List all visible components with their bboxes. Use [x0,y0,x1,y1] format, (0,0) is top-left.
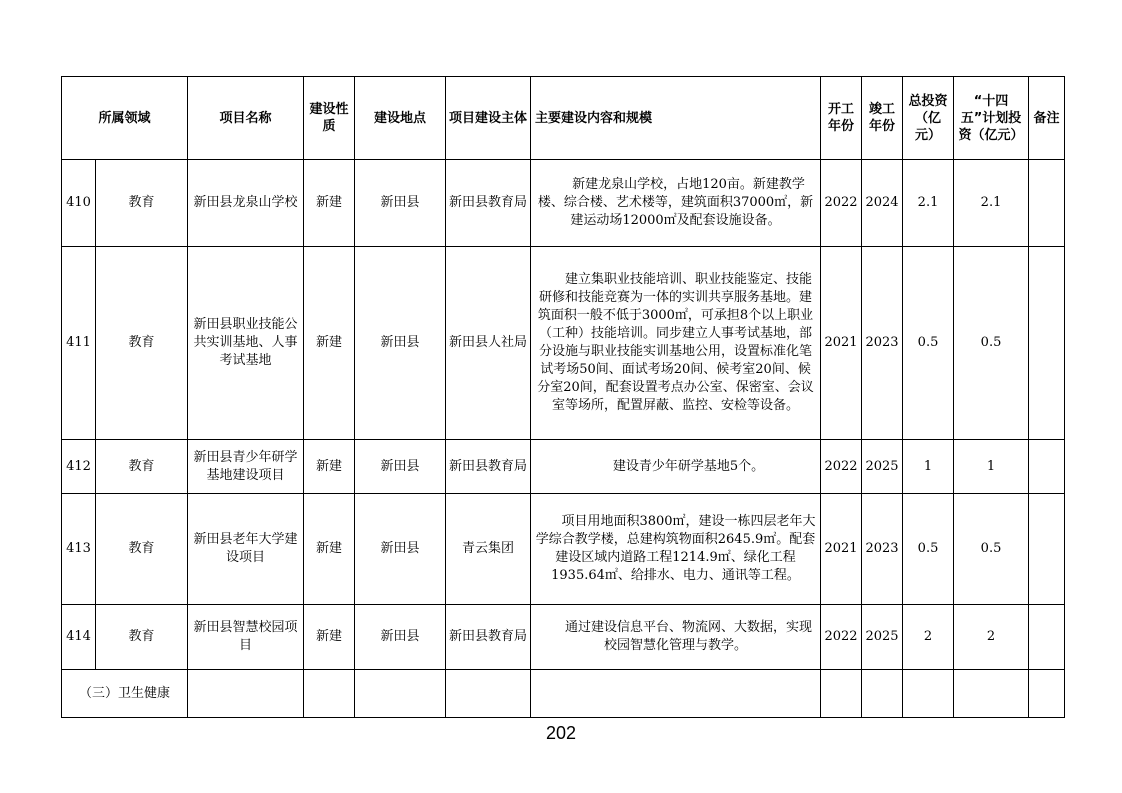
name-cell: 新田县龙泉山学校 [188,160,304,247]
remark-cell [1029,247,1065,440]
content-cell: 建设青少年研学基地5个。 [531,440,821,494]
project-table [61,76,1065,718]
empty-cell [821,670,862,718]
location-cell: 新田县 [355,160,446,247]
name-cell: 新田县青少年研学基地建设项目 [188,440,304,494]
header-plan: “十四五”计划投资（亿元） [954,77,1029,160]
location-cell: 新田县 [355,247,446,440]
plan-cell: 0.5 [954,494,1029,605]
end-cell: 2023 [862,247,903,440]
header-name: 项目名称 [188,77,304,160]
row-number: 410 [62,160,96,247]
field-cell: 教育 [96,160,188,247]
nature-cell: 新建 [304,160,355,247]
header-location: 建设地点 [355,77,446,160]
header-total: 总投资（亿元） [903,77,954,160]
end-cell: 2025 [862,440,903,494]
end-cell: 2023 [862,494,903,605]
empty-cell [188,670,304,718]
row-number: 414 [62,605,96,670]
field-cell: 教育 [96,247,188,440]
total-cell: 0.5 [903,247,954,440]
name-cell: 新田县智慧校园项目 [188,605,304,670]
field-cell: 教育 [96,494,188,605]
remark-cell [1029,494,1065,605]
total-cell: 0.5 [903,494,954,605]
field-cell: 教育 [96,605,188,670]
table-row [62,494,1065,605]
content-cell: 新建龙泉山学校，占地120亩。新建教学楼、综合楼、艺术楼等，建筑面积37000㎡，新建运动场12000㎡及配套设施设备。 [531,160,821,247]
location-cell: 新田县 [355,494,446,605]
subject-cell: 新田县教育局 [446,605,531,670]
page-number: 202 [545,723,577,743]
plan-cell: 0.5 [954,247,1029,440]
header-subject: 项目建设主体 [446,77,531,160]
content-cell: 通过建设信息平台、物流网、大数据，实现校园智慧化管理与教学。 [531,605,821,670]
empty-cell [954,670,1029,718]
start-cell: 2021 [821,494,862,605]
row-number: 412 [62,440,96,494]
table-row [62,160,1065,247]
location-cell: 新田县 [355,605,446,670]
end-cell: 2025 [862,605,903,670]
start-cell: 2022 [821,160,862,247]
remark-cell [1029,440,1065,494]
field-cell: 教育 [96,440,188,494]
empty-cell [862,670,903,718]
remark-cell [1029,160,1065,247]
start-cell: 2022 [821,605,862,670]
name-cell: 新田县职业技能公共实训基地、人事考试基地 [188,247,304,440]
empty-cell [531,670,821,718]
start-cell: 2021 [821,247,862,440]
end-cell: 2024 [862,160,903,247]
table-row [62,605,1065,670]
empty-cell [903,670,954,718]
location-cell: 新田县 [355,440,446,494]
plan-cell: 2.1 [954,160,1029,247]
table-row [62,247,1065,440]
empty-cell [1029,670,1065,718]
start-cell: 2022 [821,440,862,494]
table-row [62,440,1065,494]
total-cell: 2.1 [903,160,954,247]
header-remark: 备注 [1029,77,1065,160]
header-end: 竣工年份 [862,77,903,160]
nature-cell: 新建 [304,605,355,670]
header-field: 所属领域 [62,77,188,160]
row-number: 413 [62,494,96,605]
header-content: 主要建设内容和规模 [531,77,821,160]
plan-cell: 1 [954,440,1029,494]
nature-cell: 新建 [304,247,355,440]
section-row [62,670,1065,718]
subject-cell: 新田县教育局 [446,160,531,247]
content-cell: 项目用地面积3800㎡，建设一栋四层老年大学综合教学楼，总建构筑物面积2645.9㎡。配套建设区域内道路工程1214.9㎡、绿化工程1935.64㎡、给排水、电力、通讯等工程。 [531,494,821,605]
nature-cell: 新建 [304,440,355,494]
subject-cell: 新田县人社局 [446,247,531,440]
subject-cell: 青云集团 [446,494,531,605]
total-cell: 1 [903,440,954,494]
nature-cell: 新建 [304,494,355,605]
header-start: 开工年份 [821,77,862,160]
header-nature: 建设性质 [304,77,355,160]
empty-cell [355,670,446,718]
name-cell: 新田县老年大学建设项目 [188,494,304,605]
empty-cell [446,670,531,718]
row-number: 411 [62,247,96,440]
content-cell: 建立集职业技能培训、职业技能鉴定、技能研修和技能竞赛为一体的实训共享服务基地。建筑面积一般不低于3000㎡，可承担8个以上职业（工种）技能培训。同步建立人事考试基地，部分设施与职业技能实训基地公用，设置标准化笔试考场50间、面试考场20间、候考室20间、候分室20间，配套设置考点办公室、保密室、会议室等场所，配置屏蔽、监控、安检等设备。 [531,247,821,440]
subject-cell: 新田县教育局 [446,440,531,494]
section-heading: （三）卫生健康 [62,670,188,718]
plan-cell: 2 [954,605,1029,670]
remark-cell [1029,605,1065,670]
empty-cell [304,670,355,718]
total-cell: 2 [903,605,954,670]
header-row [62,77,1065,160]
